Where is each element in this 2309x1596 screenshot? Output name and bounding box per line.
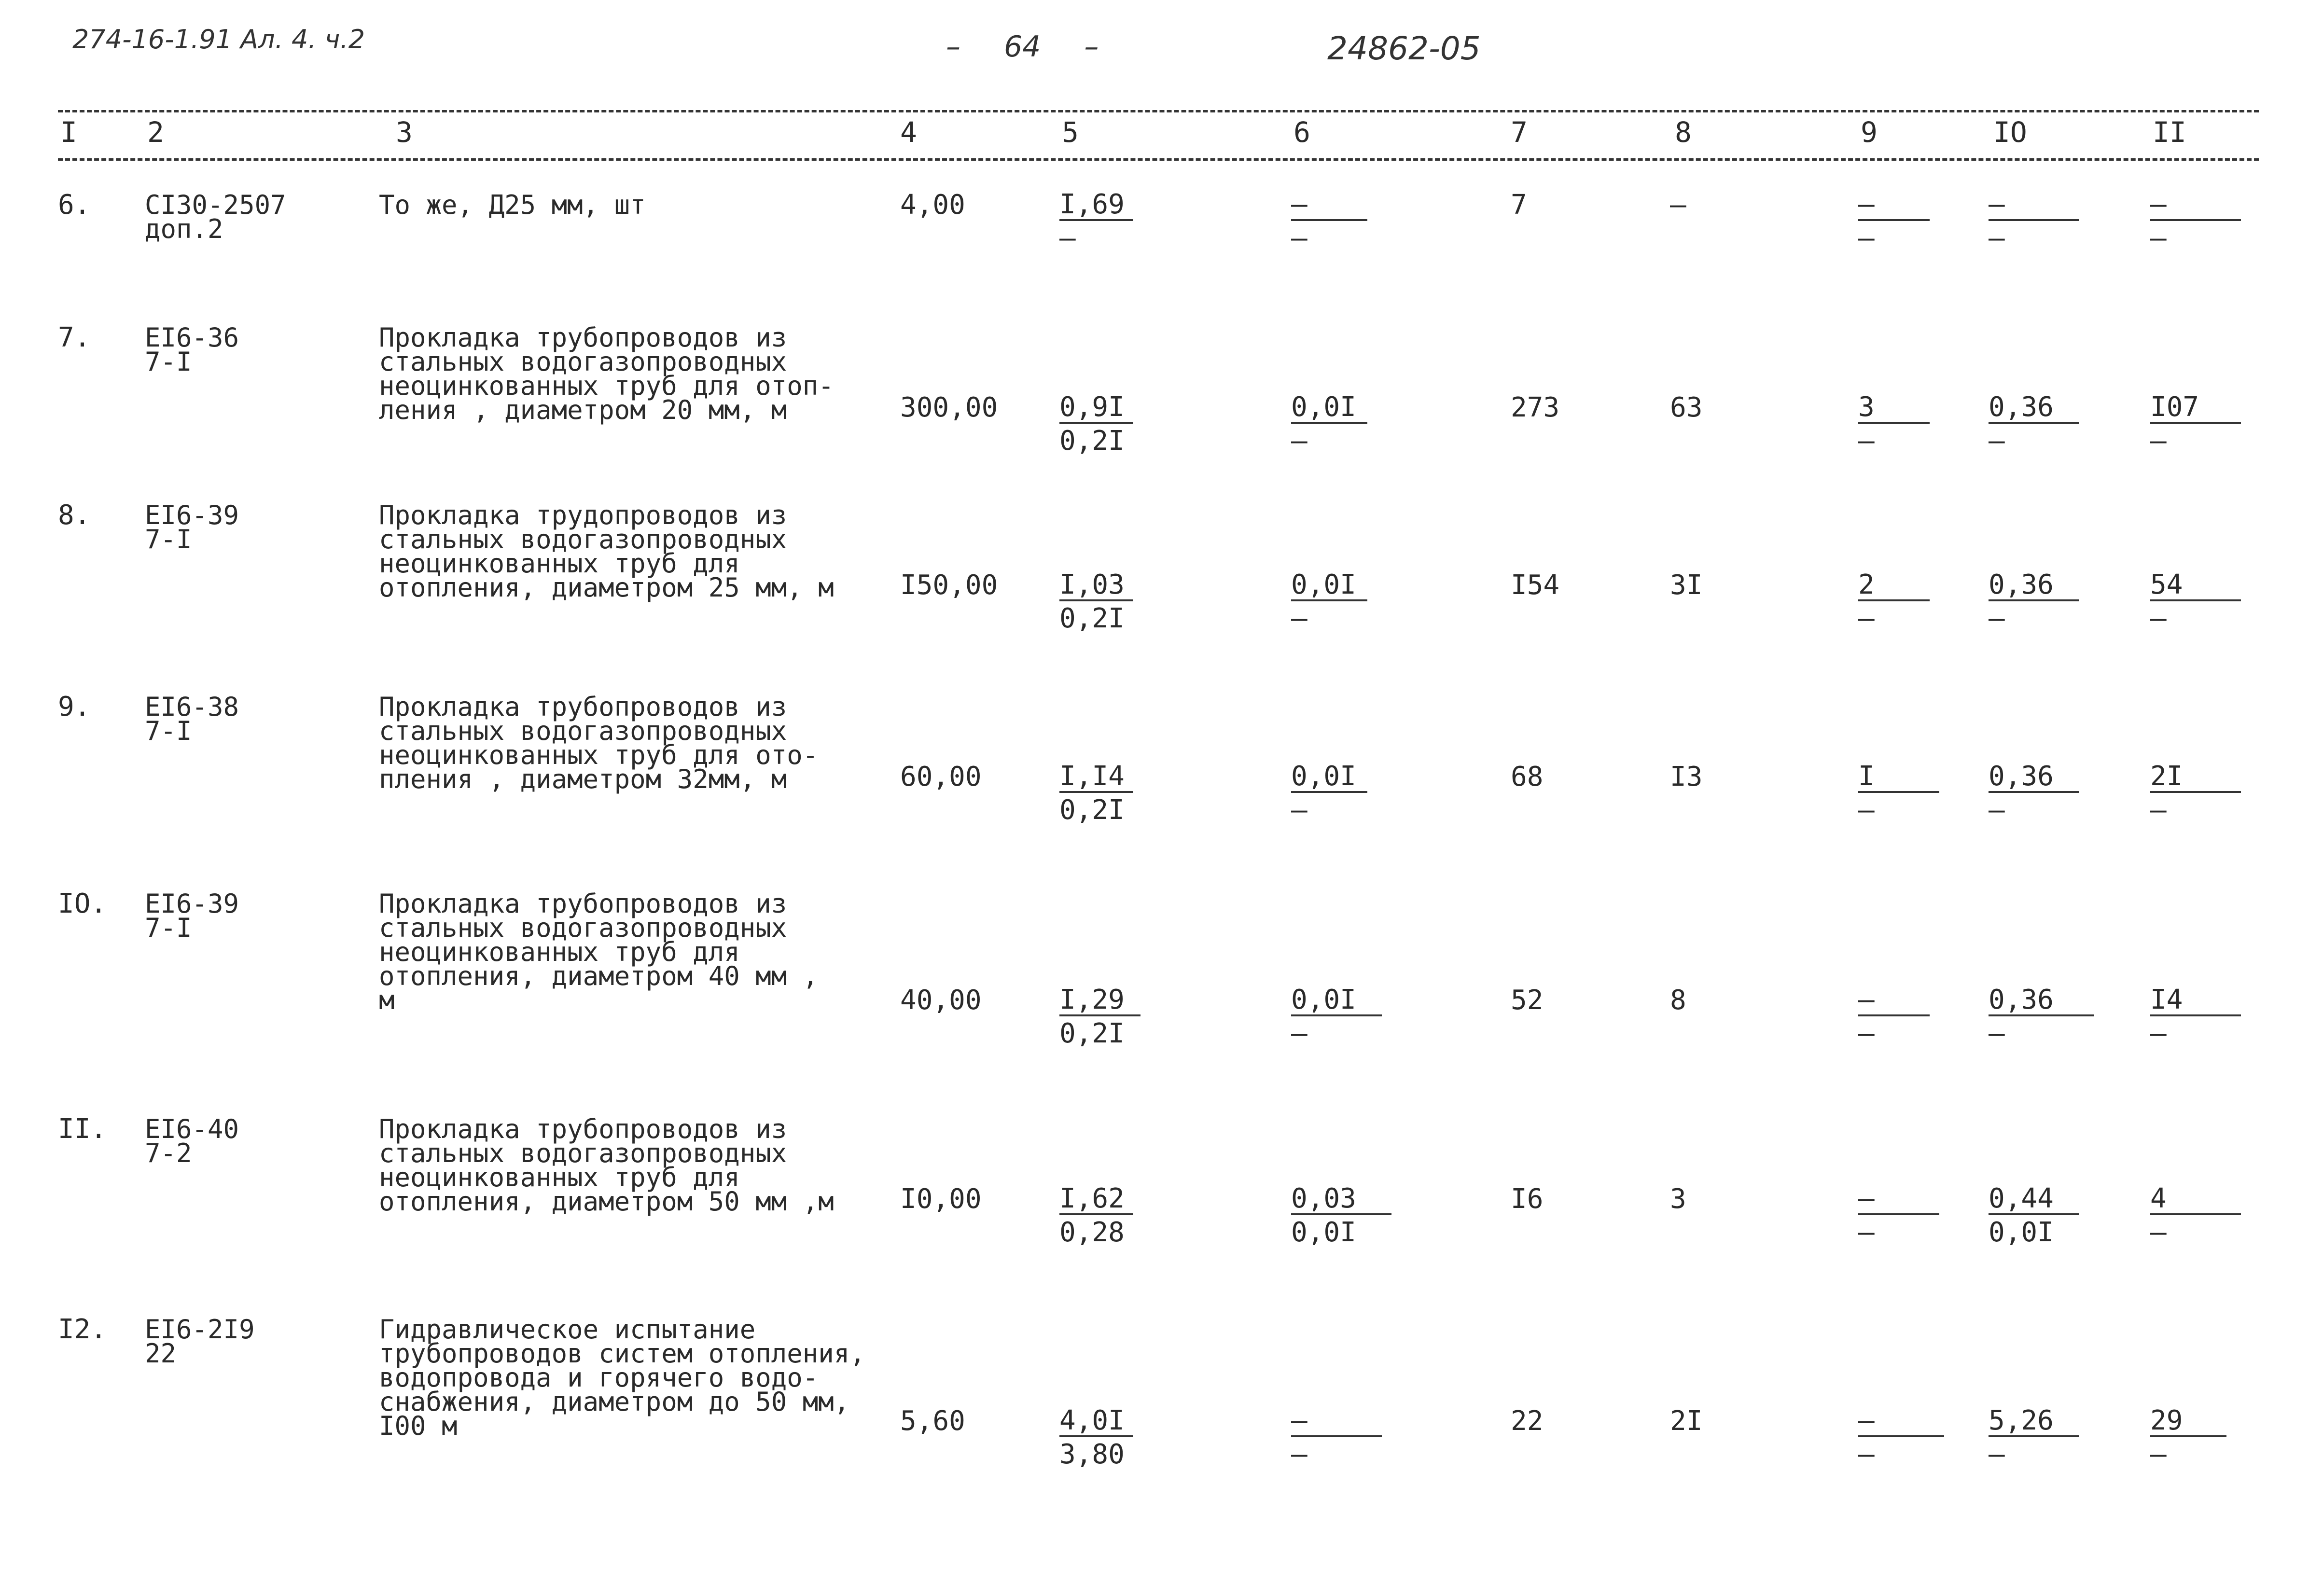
col-header-4: 4 bbox=[900, 116, 917, 149]
col10-top: 0,36 bbox=[1989, 985, 2094, 1016]
row-description: То же, Д25 мм, шт bbox=[379, 190, 646, 220]
col11-bottom: — bbox=[2150, 1018, 2167, 1049]
col-header-5: 5 bbox=[1062, 116, 1079, 149]
col9-top: — bbox=[1858, 1406, 1944, 1437]
col9-bottom: — bbox=[1858, 425, 1875, 457]
col6-top: 0,03 bbox=[1291, 1184, 1391, 1215]
col9-bottom: — bbox=[1858, 794, 1875, 826]
col10-fraction bbox=[1989, 762, 2079, 828]
row-code: EI6-36 7-I bbox=[145, 322, 239, 377]
col5-top: 4,0I bbox=[1059, 1406, 1133, 1437]
col6-top: 0,0I bbox=[1291, 393, 1367, 424]
col11-top: — bbox=[2150, 190, 2241, 221]
col11-bottom: — bbox=[2150, 222, 2167, 254]
col5-bottom: 0,2I bbox=[1059, 425, 1125, 457]
col6-bottom: 0,0I bbox=[1291, 1217, 1356, 1248]
col5-bottom: 0,2I bbox=[1059, 1018, 1125, 1049]
col9-top: — bbox=[1858, 190, 1930, 221]
row-code: EI6-40 7-2 bbox=[145, 1114, 239, 1168]
col8-value: 3 bbox=[1670, 1183, 1686, 1215]
col10-top: 0,36 bbox=[1989, 393, 2079, 424]
col5-bottom: — bbox=[1059, 222, 1076, 254]
col9-bottom: — bbox=[1858, 222, 1875, 254]
row-code: EI6-39 7-I bbox=[145, 500, 239, 555]
row-quantity: 40,00 bbox=[900, 985, 982, 1016]
col5-top: I,03 bbox=[1059, 570, 1133, 601]
col6-top: 0,0I bbox=[1291, 570, 1367, 601]
col5-fraction bbox=[1059, 190, 1133, 256]
col9-fraction bbox=[1858, 1406, 1944, 1472]
row-code: EI6-2I9 22 bbox=[145, 1314, 255, 1369]
col6-bottom: — bbox=[1291, 1018, 1308, 1049]
col9-fraction bbox=[1858, 1184, 1939, 1250]
col5-bottom: 0,28 bbox=[1059, 1217, 1125, 1248]
col6-top: — bbox=[1291, 190, 1367, 221]
col-header-6: 6 bbox=[1294, 116, 1310, 149]
col7-value: I54 bbox=[1511, 569, 1560, 601]
row-description: Прокладка трубопроводов из стальных водогазопроводных неоцинкованных труб для ото- пления , диаметром 32мм, м bbox=[379, 692, 819, 794]
col-header-2: 2 bbox=[147, 116, 164, 149]
row-number: I2. bbox=[58, 1314, 107, 1345]
col11-top: I4 bbox=[2150, 985, 2241, 1016]
col10-fraction bbox=[1989, 985, 2094, 1051]
col-header-11: II bbox=[2153, 116, 2186, 149]
row-code: EI6-38 7-I bbox=[145, 692, 239, 746]
header-top-rule bbox=[58, 110, 2259, 112]
col8-value: 8 bbox=[1670, 985, 1686, 1016]
col11-fraction bbox=[2150, 1184, 2241, 1250]
row-description: Прокладка трубопроводов из стальных водогазопроводных неоцинкованных труб для отоп- ления , диаметром 20 мм, м bbox=[379, 322, 834, 425]
col7-value: 273 bbox=[1511, 392, 1560, 423]
col11-fraction bbox=[2150, 762, 2241, 828]
col10-fraction bbox=[1989, 393, 2079, 458]
page-dash-left: – bbox=[946, 30, 960, 64]
col10-bottom: — bbox=[1989, 1439, 2005, 1470]
col6-bottom: — bbox=[1291, 1439, 1308, 1470]
col9-bottom: — bbox=[1858, 1439, 1875, 1470]
row-code: EI6-39 7-I bbox=[145, 888, 239, 943]
col8-value: — bbox=[1670, 189, 1686, 221]
col9-top: — bbox=[1858, 985, 1930, 1016]
row-quantity: 60,00 bbox=[900, 761, 982, 792]
col10-top: 0,44 bbox=[1989, 1184, 2079, 1215]
col10-fraction bbox=[1989, 1406, 2079, 1472]
row-quantity: I0,00 bbox=[900, 1183, 982, 1215]
col6-fraction bbox=[1291, 762, 1367, 828]
col10-top: 0,36 bbox=[1989, 762, 2079, 793]
col5-top: I,69 bbox=[1059, 190, 1133, 221]
col11-bottom: — bbox=[2150, 794, 2167, 826]
row-description: Прокладка трудопроводов из стальных водогазопроводных неоцинкованных труб для отопления, диаметром 25 мм, м bbox=[379, 500, 834, 603]
col10-top: 5,26 bbox=[1989, 1406, 2079, 1437]
col10-top: — bbox=[1989, 190, 2079, 221]
col11-top: 29 bbox=[2150, 1406, 2226, 1437]
col5-bottom: 3,80 bbox=[1059, 1439, 1125, 1470]
col6-top: 0,0I bbox=[1291, 985, 1382, 1016]
col11-fraction bbox=[2150, 190, 2241, 256]
row-quantity: 5,60 bbox=[900, 1405, 965, 1437]
col10-bottom: — bbox=[1989, 603, 2005, 634]
col10-fraction bbox=[1989, 190, 2079, 256]
col9-fraction bbox=[1858, 393, 1930, 458]
col-header-9: 9 bbox=[1861, 116, 1878, 149]
col9-bottom: — bbox=[1858, 1018, 1875, 1049]
row-description: Прокладка трубопроводов из стальных водогазопроводных неоцинкованных труб для отопления, диаметром 50 мм ,м bbox=[379, 1114, 834, 1217]
header-bottom-rule bbox=[58, 158, 2259, 161]
col5-top: I,29 bbox=[1059, 985, 1141, 1016]
col11-fraction bbox=[2150, 393, 2241, 458]
col6-bottom: — bbox=[1291, 603, 1308, 634]
page-number-text: 64 bbox=[1004, 30, 1041, 64]
col8-value: I3 bbox=[1670, 761, 1703, 792]
row-code: CI30-2507 доп.2 bbox=[145, 190, 286, 244]
col11-fraction bbox=[2150, 1406, 2226, 1472]
col5-fraction bbox=[1059, 985, 1141, 1051]
row-number: 6. bbox=[58, 189, 91, 221]
col6-bottom: — bbox=[1291, 222, 1308, 254]
col7-value: 68 bbox=[1511, 761, 1544, 792]
col-header-7: 7 bbox=[1511, 116, 1528, 149]
col7-value: 7 bbox=[1511, 189, 1527, 221]
col5-top: I,62 bbox=[1059, 1184, 1133, 1215]
col6-fraction bbox=[1291, 1184, 1391, 1250]
col9-top: 3 bbox=[1858, 393, 1930, 424]
col5-bottom: 0,2I bbox=[1059, 603, 1125, 634]
col5-fraction bbox=[1059, 1406, 1133, 1472]
col6-bottom: — bbox=[1291, 794, 1308, 826]
col11-bottom: — bbox=[2150, 1439, 2167, 1470]
col6-fraction bbox=[1291, 570, 1367, 636]
col11-bottom: — bbox=[2150, 1217, 2167, 1248]
col5-top: 0,9I bbox=[1059, 393, 1133, 424]
col10-fraction bbox=[1989, 570, 2079, 636]
col5-fraction bbox=[1059, 393, 1133, 458]
col11-top: 54 bbox=[2150, 570, 2241, 601]
col7-value: I6 bbox=[1511, 1183, 1544, 1215]
col10-top: 0,36 bbox=[1989, 570, 2079, 601]
col7-value: 52 bbox=[1511, 985, 1544, 1016]
row-number: 8. bbox=[58, 500, 91, 531]
col-header-10: IO bbox=[1993, 116, 2027, 149]
col10-bottom: — bbox=[1989, 222, 2005, 254]
col5-top: I,I4 bbox=[1059, 762, 1133, 793]
row-description: Гидравлическое испытание трубопроводов систем отопления, водопровода и горячего водо- снабжения, диаметром до 50 мм, I00 м bbox=[379, 1314, 865, 1441]
col6-fraction bbox=[1291, 1406, 1382, 1472]
col11-fraction bbox=[2150, 570, 2241, 636]
col9-top: 2 bbox=[1858, 570, 1930, 601]
col10-bottom: — bbox=[1989, 1018, 2005, 1049]
col9-bottom: — bbox=[1858, 603, 1875, 634]
col9-fraction bbox=[1858, 190, 1930, 256]
col9-top: I bbox=[1858, 762, 1939, 793]
row-number: 9. bbox=[58, 691, 91, 722]
col9-fraction bbox=[1858, 762, 1939, 828]
col6-fraction bbox=[1291, 985, 1382, 1051]
col8-value: 63 bbox=[1670, 392, 1703, 423]
col-header-8: 8 bbox=[1675, 116, 1692, 149]
col9-bottom: — bbox=[1858, 1217, 1875, 1248]
col6-fraction bbox=[1291, 190, 1367, 256]
col10-bottom: — bbox=[1989, 425, 2005, 457]
row-quantity: I50,00 bbox=[900, 569, 998, 601]
col10-bottom: 0,0I bbox=[1989, 1217, 2054, 1248]
col6-bottom: — bbox=[1291, 425, 1308, 457]
col8-value: 3I bbox=[1670, 569, 1703, 601]
col11-top: I07 bbox=[2150, 393, 2241, 424]
col5-bottom: 0,2I bbox=[1059, 794, 1125, 826]
document-number: 24862-05 bbox=[1327, 30, 1481, 67]
col11-top: 4 bbox=[2150, 1184, 2241, 1215]
col9-top: — bbox=[1858, 1184, 1939, 1215]
page-number bbox=[946, 30, 1099, 64]
row-number: 7. bbox=[58, 322, 91, 353]
row-number: IO. bbox=[58, 888, 107, 919]
col11-bottom: — bbox=[2150, 603, 2167, 634]
col10-bottom: — bbox=[1989, 794, 2005, 826]
col9-fraction bbox=[1858, 570, 1930, 636]
col11-fraction bbox=[2150, 985, 2241, 1051]
row-number: II. bbox=[58, 1113, 107, 1145]
row-description: Прокладка трубопроводов из стальных водогазопроводных неоцинкованных труб для отопления, диаметром 40 мм , м bbox=[379, 888, 819, 1015]
col5-fraction bbox=[1059, 570, 1133, 636]
row-quantity: 4,00 bbox=[900, 189, 965, 221]
col11-top: 2I bbox=[2150, 762, 2241, 793]
col5-fraction bbox=[1059, 762, 1133, 828]
col7-value: 22 bbox=[1511, 1405, 1544, 1437]
col-header-3: 3 bbox=[396, 116, 413, 149]
col6-fraction bbox=[1291, 393, 1367, 458]
col11-bottom: — bbox=[2150, 425, 2167, 457]
col10-fraction bbox=[1989, 1184, 2079, 1250]
document-reference: 274-16-1.91 Ал. 4. ч.2 bbox=[72, 24, 365, 55]
col-header-1: I bbox=[60, 116, 77, 149]
col6-top: 0,0I bbox=[1291, 762, 1367, 793]
col6-top: — bbox=[1291, 1406, 1382, 1437]
row-quantity: 300,00 bbox=[900, 392, 998, 423]
page-dash-right: – bbox=[1084, 30, 1099, 64]
col5-fraction bbox=[1059, 1184, 1133, 1250]
col9-fraction bbox=[1858, 985, 1930, 1051]
col8-value: 2I bbox=[1670, 1405, 1703, 1437]
